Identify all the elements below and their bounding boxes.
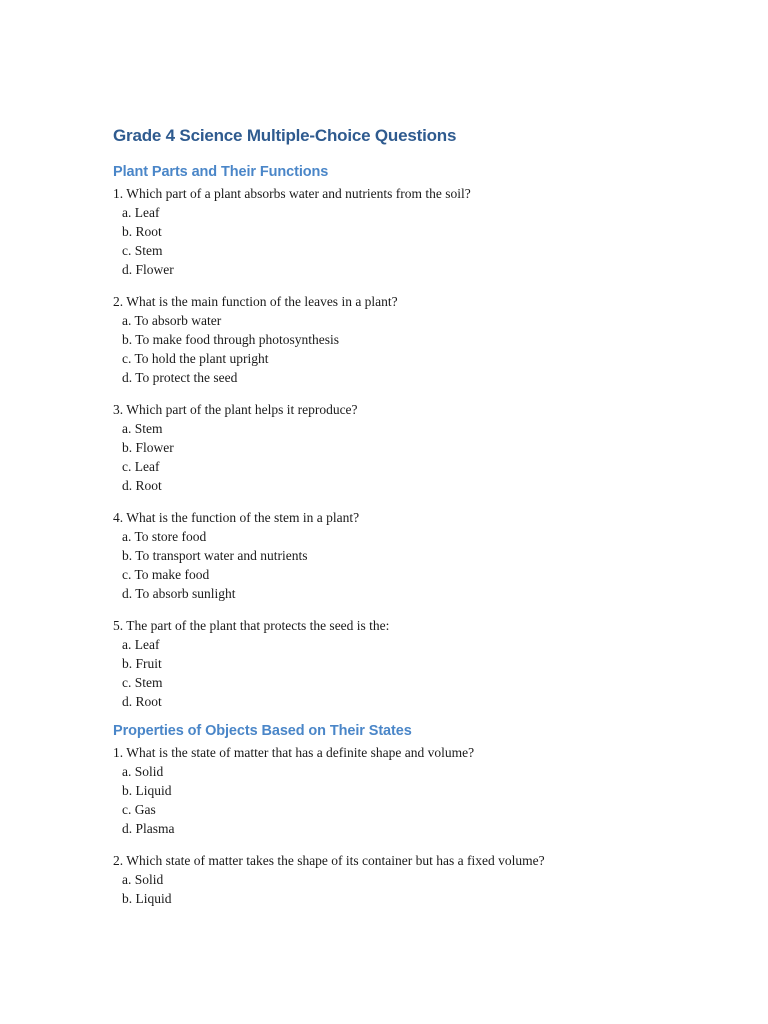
answer-option: c. Leaf bbox=[122, 459, 160, 474]
answer-option: b. To make food through photosynthesis bbox=[122, 332, 340, 347]
answer-options bbox=[113, 203, 733, 279]
answer-option: a. To store food bbox=[122, 529, 207, 544]
question-block bbox=[113, 743, 733, 838]
section-heading-plant-parts: Plant Parts and Their Functions bbox=[113, 164, 329, 180]
answer-option: c. Stem bbox=[122, 675, 163, 690]
answer-option: a. Stem bbox=[122, 421, 163, 436]
answer-option: d. To absorb sunlight bbox=[122, 586, 236, 601]
answer-option: d. Plasma bbox=[122, 821, 175, 836]
answer-option: b. Root bbox=[122, 224, 162, 239]
answer-options bbox=[113, 870, 733, 908]
question-block bbox=[113, 616, 733, 711]
question-text: 3. Which part of the plant helps it reproduce? bbox=[113, 402, 358, 417]
answer-option: c. To hold the plant upright bbox=[122, 351, 269, 366]
question-text: 2. Which state of matter takes the shape of its container but has a fixed volume? bbox=[113, 853, 545, 868]
answer-option: a. To absorb water bbox=[122, 313, 222, 328]
question-block bbox=[113, 292, 733, 387]
question-block bbox=[113, 400, 733, 495]
document-body bbox=[113, 122, 733, 908]
answer-option: c. Gas bbox=[122, 802, 156, 817]
answer-options bbox=[113, 311, 733, 387]
question-block bbox=[113, 508, 733, 603]
answer-options bbox=[113, 419, 733, 495]
question-text: 1. What is the state of matter that has a definite shape and volume? bbox=[113, 745, 475, 760]
answer-option: b. Fruit bbox=[122, 656, 162, 671]
answer-option: d. Root bbox=[122, 694, 162, 709]
answer-option: a. Leaf bbox=[122, 637, 160, 652]
answer-option: b. Flower bbox=[122, 440, 174, 455]
document-title: Grade 4 Science Multiple-Choice Questions bbox=[113, 126, 457, 145]
question-text: 5. The part of the plant that protects the seed is the: bbox=[113, 618, 390, 633]
answer-option: c. Stem bbox=[122, 243, 163, 258]
answer-option: a. Solid bbox=[122, 872, 164, 887]
question-text: 1. Which part of a plant absorbs water and nutrients from the soil? bbox=[113, 186, 471, 201]
question-block bbox=[113, 851, 733, 908]
answer-option: b. Liquid bbox=[122, 783, 172, 798]
answer-option: b. Liquid bbox=[122, 891, 172, 906]
answer-option: a. Leaf bbox=[122, 205, 160, 220]
answer-option: b. To transport water and nutrients bbox=[122, 548, 308, 563]
answer-option: d. Root bbox=[122, 478, 162, 493]
answer-options bbox=[113, 762, 733, 838]
question-block bbox=[113, 184, 733, 279]
answer-option: a. Solid bbox=[122, 764, 164, 779]
answer-option: d. Flower bbox=[122, 262, 174, 277]
answer-options bbox=[113, 527, 733, 603]
answer-option: c. To make food bbox=[122, 567, 210, 582]
question-text: 4. What is the function of the stem in a plant? bbox=[113, 510, 360, 525]
question-text: 2. What is the main function of the leaves in a plant? bbox=[113, 294, 398, 309]
section-heading-states-of-matter: Properties of Objects Based on Their States bbox=[113, 723, 412, 739]
answer-options bbox=[113, 635, 733, 711]
answer-option: d. To protect the seed bbox=[122, 370, 238, 385]
